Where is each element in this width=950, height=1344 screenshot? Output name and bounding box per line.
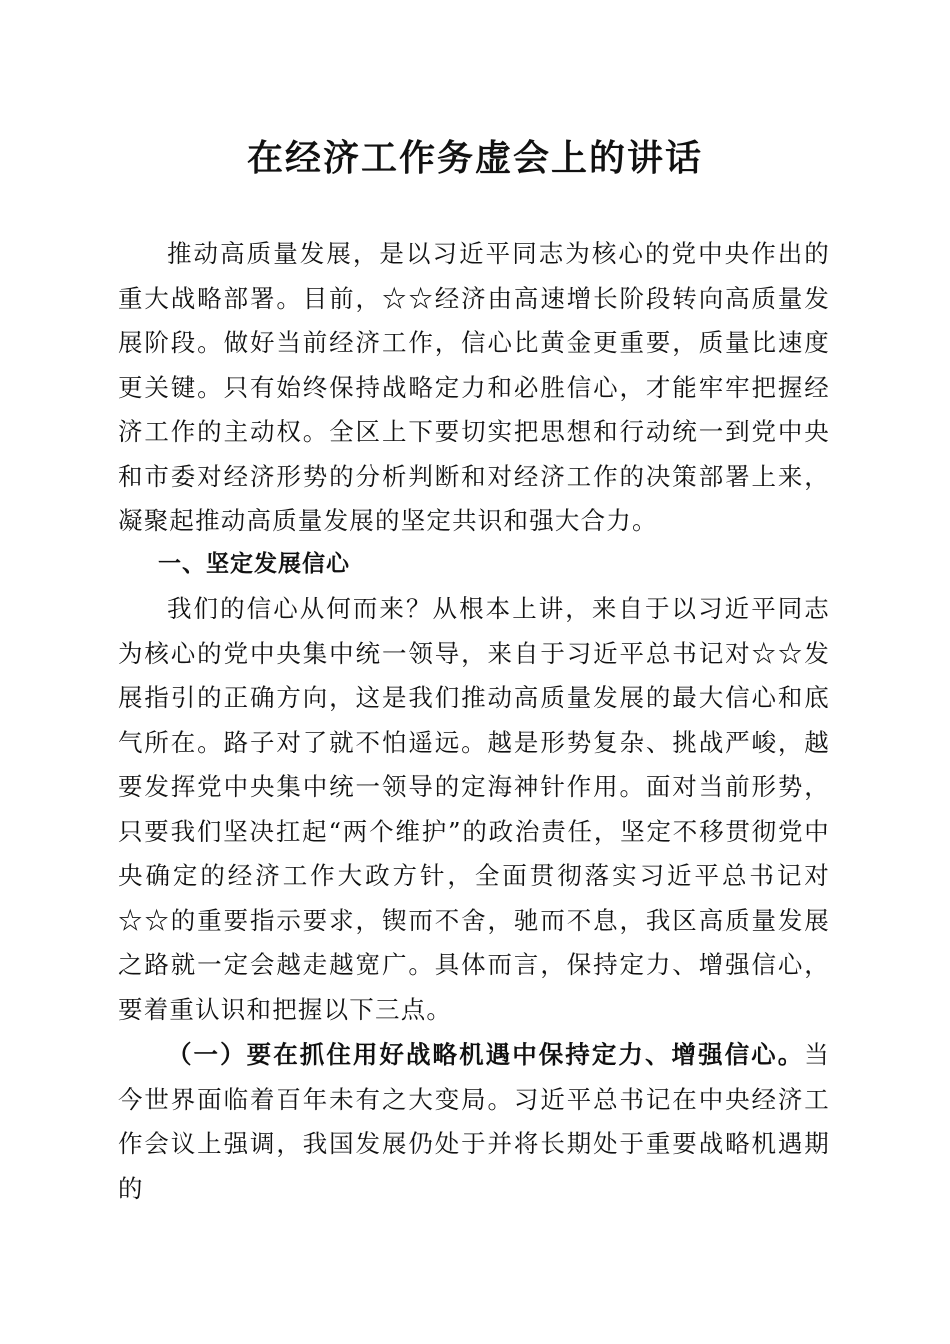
subsection-text: 当今世界面临着百年未有之大变局。习近平总书记在中央经济工作会议上强调，我国发展仍处于并将长期处于重要战略机遇期的 [118, 1040, 830, 1203]
section-heading: 一、坚定发展信心 [158, 551, 350, 577]
paragraph-intro: 推动高质量发展，是以习近平同志为核心的党中央作出的重大战略部署。目前，☆☆经济由高速增长阶段转向高质量发展阶段。做好当前经济工作，信心比黄金更重要，质量比速度更关键。只有始终保持战略定力和必胜信心，才能牢牢把握经济工作的主动权。全区上下要切实把思想和行动统一到党中央和市委对经济形势的分析判断和对经济工作的决策部署上来，凝聚起推动高质量发展的坚定共识和强大合力。 [118, 239, 830, 535]
document-title: 在经济工作务虚会上的讲话 [246, 137, 703, 179]
paragraph-subsection-1 [118, 1033, 830, 1211]
paragraph-confidence: 我们的信心从何而来？从根本上讲，来自于以习近平同志为核心的党中央集中统一领导，来自于习近平总书记对☆☆发展指引的正确方向，这是我们推动高质量发展的最大信心和底气所在。路子对了就不怕遥远。越是形势复杂、挑战严峻，越要发挥党中央集中统一领导的定海神针作用。面对当前形势，只要我们坚决扛起“两个维护”的政治责任，坚定不移贯彻党中央确定的经济工作大政方针，全面贯彻落实习近平总书记对☆☆的重要指示要求，锲而不舍，驰而不息，我区高质量发展之路就一定会越走越宽广。具体而言，保持定力、增强信心，要着重认识和把握以下三点。 [118, 594, 830, 1024]
subsection-lead: （一）要在抓住用好战略机遇中保持定力、增强信心。 [167, 1040, 805, 1069]
